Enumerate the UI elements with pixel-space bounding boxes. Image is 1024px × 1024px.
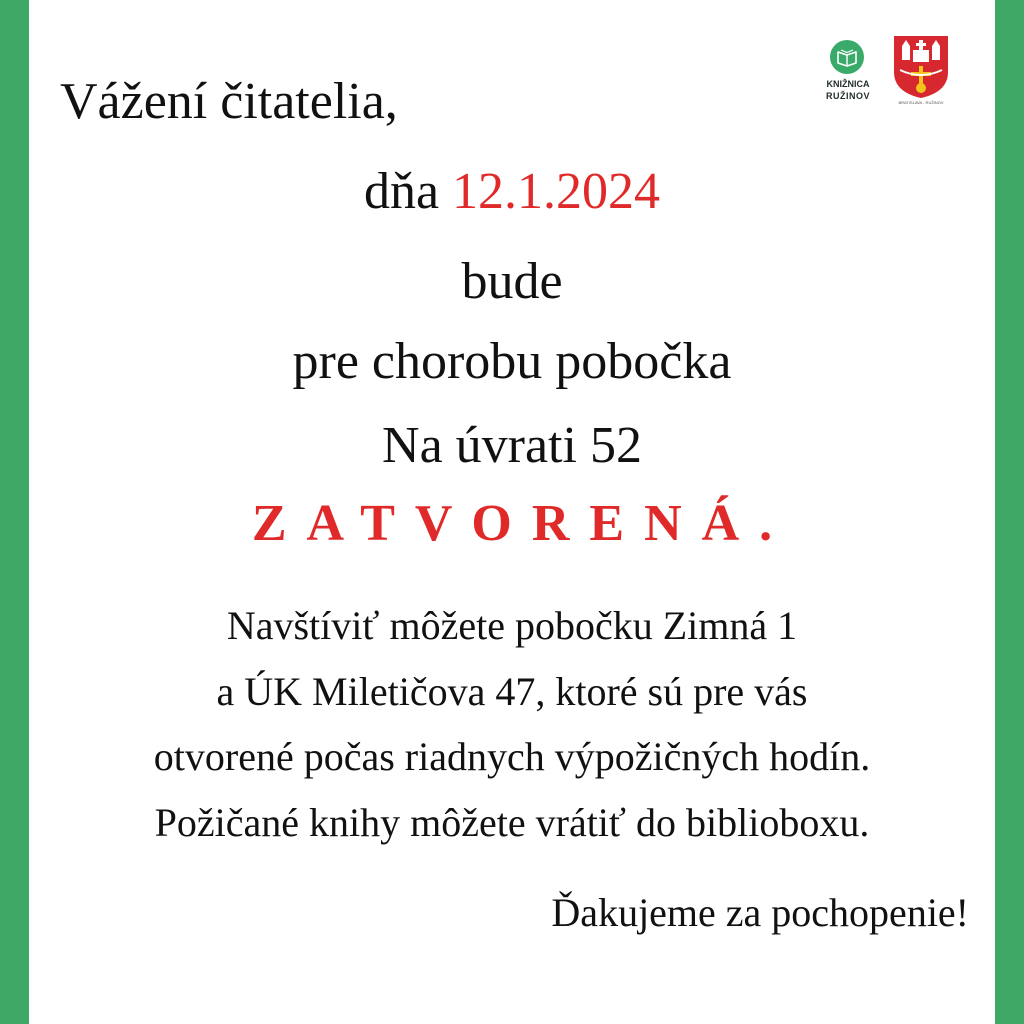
- body-line-2: a ÚK Miletičova 47, ktoré sú pre vás: [216, 669, 808, 714]
- coat-caption: BRATISLAVA - RUŽINOV: [898, 100, 944, 105]
- date-prefix: dňa: [363, 163, 440, 220]
- library-logo: [816, 40, 880, 104]
- line-bude: bude: [461, 253, 563, 310]
- body-line-4: Požičané knihy môžete vrátiť do biblioboxu.: [154, 800, 870, 845]
- line-reason: pre chorobu pobočka: [292, 333, 732, 390]
- closure-date: 12.1.2024: [452, 163, 661, 220]
- book-icon: [830, 40, 864, 74]
- library-name-line2: RUŽINOV: [826, 91, 870, 101]
- thanks-line: Ďakujeme za pochopenie!: [551, 890, 969, 935]
- library-name-line1: KNIŽNICA: [826, 79, 870, 89]
- greeting: Vážení čitatelia,: [60, 73, 398, 130]
- branch-name: Na úvrati 52: [382, 417, 642, 474]
- body-line-3: otvorené počas riadnych výpožičných hodín.: [153, 734, 871, 779]
- date-line: [0, 163, 1024, 220]
- coat-of-arms-icon: [892, 34, 950, 100]
- closed-label: ZATVORENÁ.: [251, 495, 793, 552]
- body-line-1: Navštíviť môžete pobočku Zimná 1: [226, 603, 798, 648]
